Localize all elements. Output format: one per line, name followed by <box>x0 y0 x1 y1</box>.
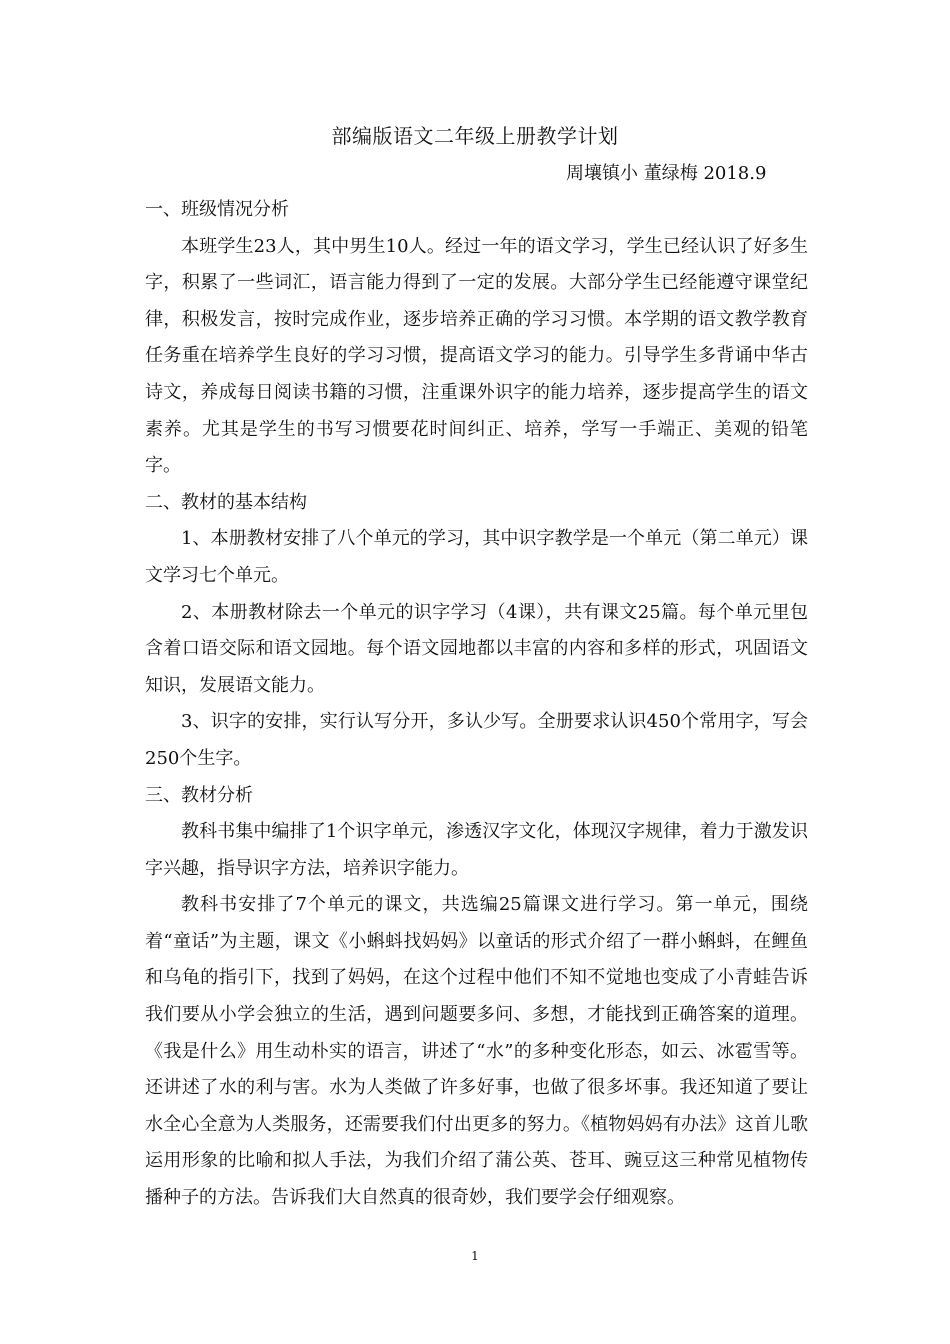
paragraph-analysis-2: 教科书安排了7个单元的课文，共选编25篇课文进行学习。第一单元，围绕着“童话”为主题，课文《小蝌蚪找妈妈》以童话的形式介绍了一群小蝌蚪，在鲤鱼和乌龟的指引下，找到了妈妈，在这个过程中他们不知不觉地也变成了小青蛙告诉我们要从小学会独立的生活，遇到问题要多问、多想，才能找到正确答案的道理。《我是什么》用生动朴实的语言，讲述了“水”的多种变化形态，如云、冰雹雪等。还讲述了水的利与害。水为人类做了许多好事，也做了很多坏事。我还知道了要让水全心全意为人类服务，还需要我们付出更多的努力。《植物妈妈有办法》这首儿歌运用形象的比喻和拟人手法，为我们介绍了蒲公英、苍耳、豌豆这三种常见植物传播种子的方法。告诉我们大自然真的很奇妙，我们要学会仔细观察。 <box>145 894 808 1209</box>
document-body <box>145 192 808 1217</box>
section-heading-textbook-structure: 二、教材的基本结构 <box>145 491 307 513</box>
section-heading-textbook-analysis: 三、教材分析 <box>145 784 253 806</box>
paragraph-structure-3: 3、识字的安排，实行认写分开，多认少写。全册要求认识450个常用字，写会250个生字。 <box>145 711 808 769</box>
paragraph-structure-2: 2、本册教材除去一个单元的识字学习（4课），共有课文25篇。每个单元里包含着口语交际和语文园地。每个语文园地都以丰富的内容和多样的形式，巩固语文知识，发展语文能力。 <box>145 601 808 696</box>
paragraph-structure-1: 1、本册教材安排了八个单元的学习，其中识字教学是一个单元（第二单元）课文学习七个单元。 <box>145 528 808 586</box>
paragraph-analysis-1: 教科书集中编排了1个识字单元，渗透汉字文化，体现汉字规律，着力于激发识字兴趣，指导识字方法，培养识字能力。 <box>145 821 808 879</box>
page-number: 1 <box>471 1249 479 1263</box>
author-line: 周壤镇小 董绿梅 2018.9 <box>566 163 767 184</box>
document-title: 部编版语文二年级上册教学计划 <box>331 124 619 148</box>
paragraph-class-analysis: 本班学生23人，其中男生10人。经过一年的语文学习，学生已经认识了好多生字，积累了一些词汇，语言能力得到了一定的发展。大部分学生已经能遵守课堂纪律，积极发言，按时完成作业，逐步培养正确的学习习惯。本学期的语文教学教育任务重在培养学生良好的学习习惯，提高语文学习的能力。引导学生多背诵中华古诗文，养成每日阅读书籍的习惯，注重课外识字的能力培养，逐步提高学生的语文素养。尤其是学生的书写习惯要花时间纠正、培养，学写一手端正、美观的铅笔字。 <box>145 235 808 477</box>
section-heading-class-analysis: 一、班级情况分析 <box>145 199 289 220</box>
